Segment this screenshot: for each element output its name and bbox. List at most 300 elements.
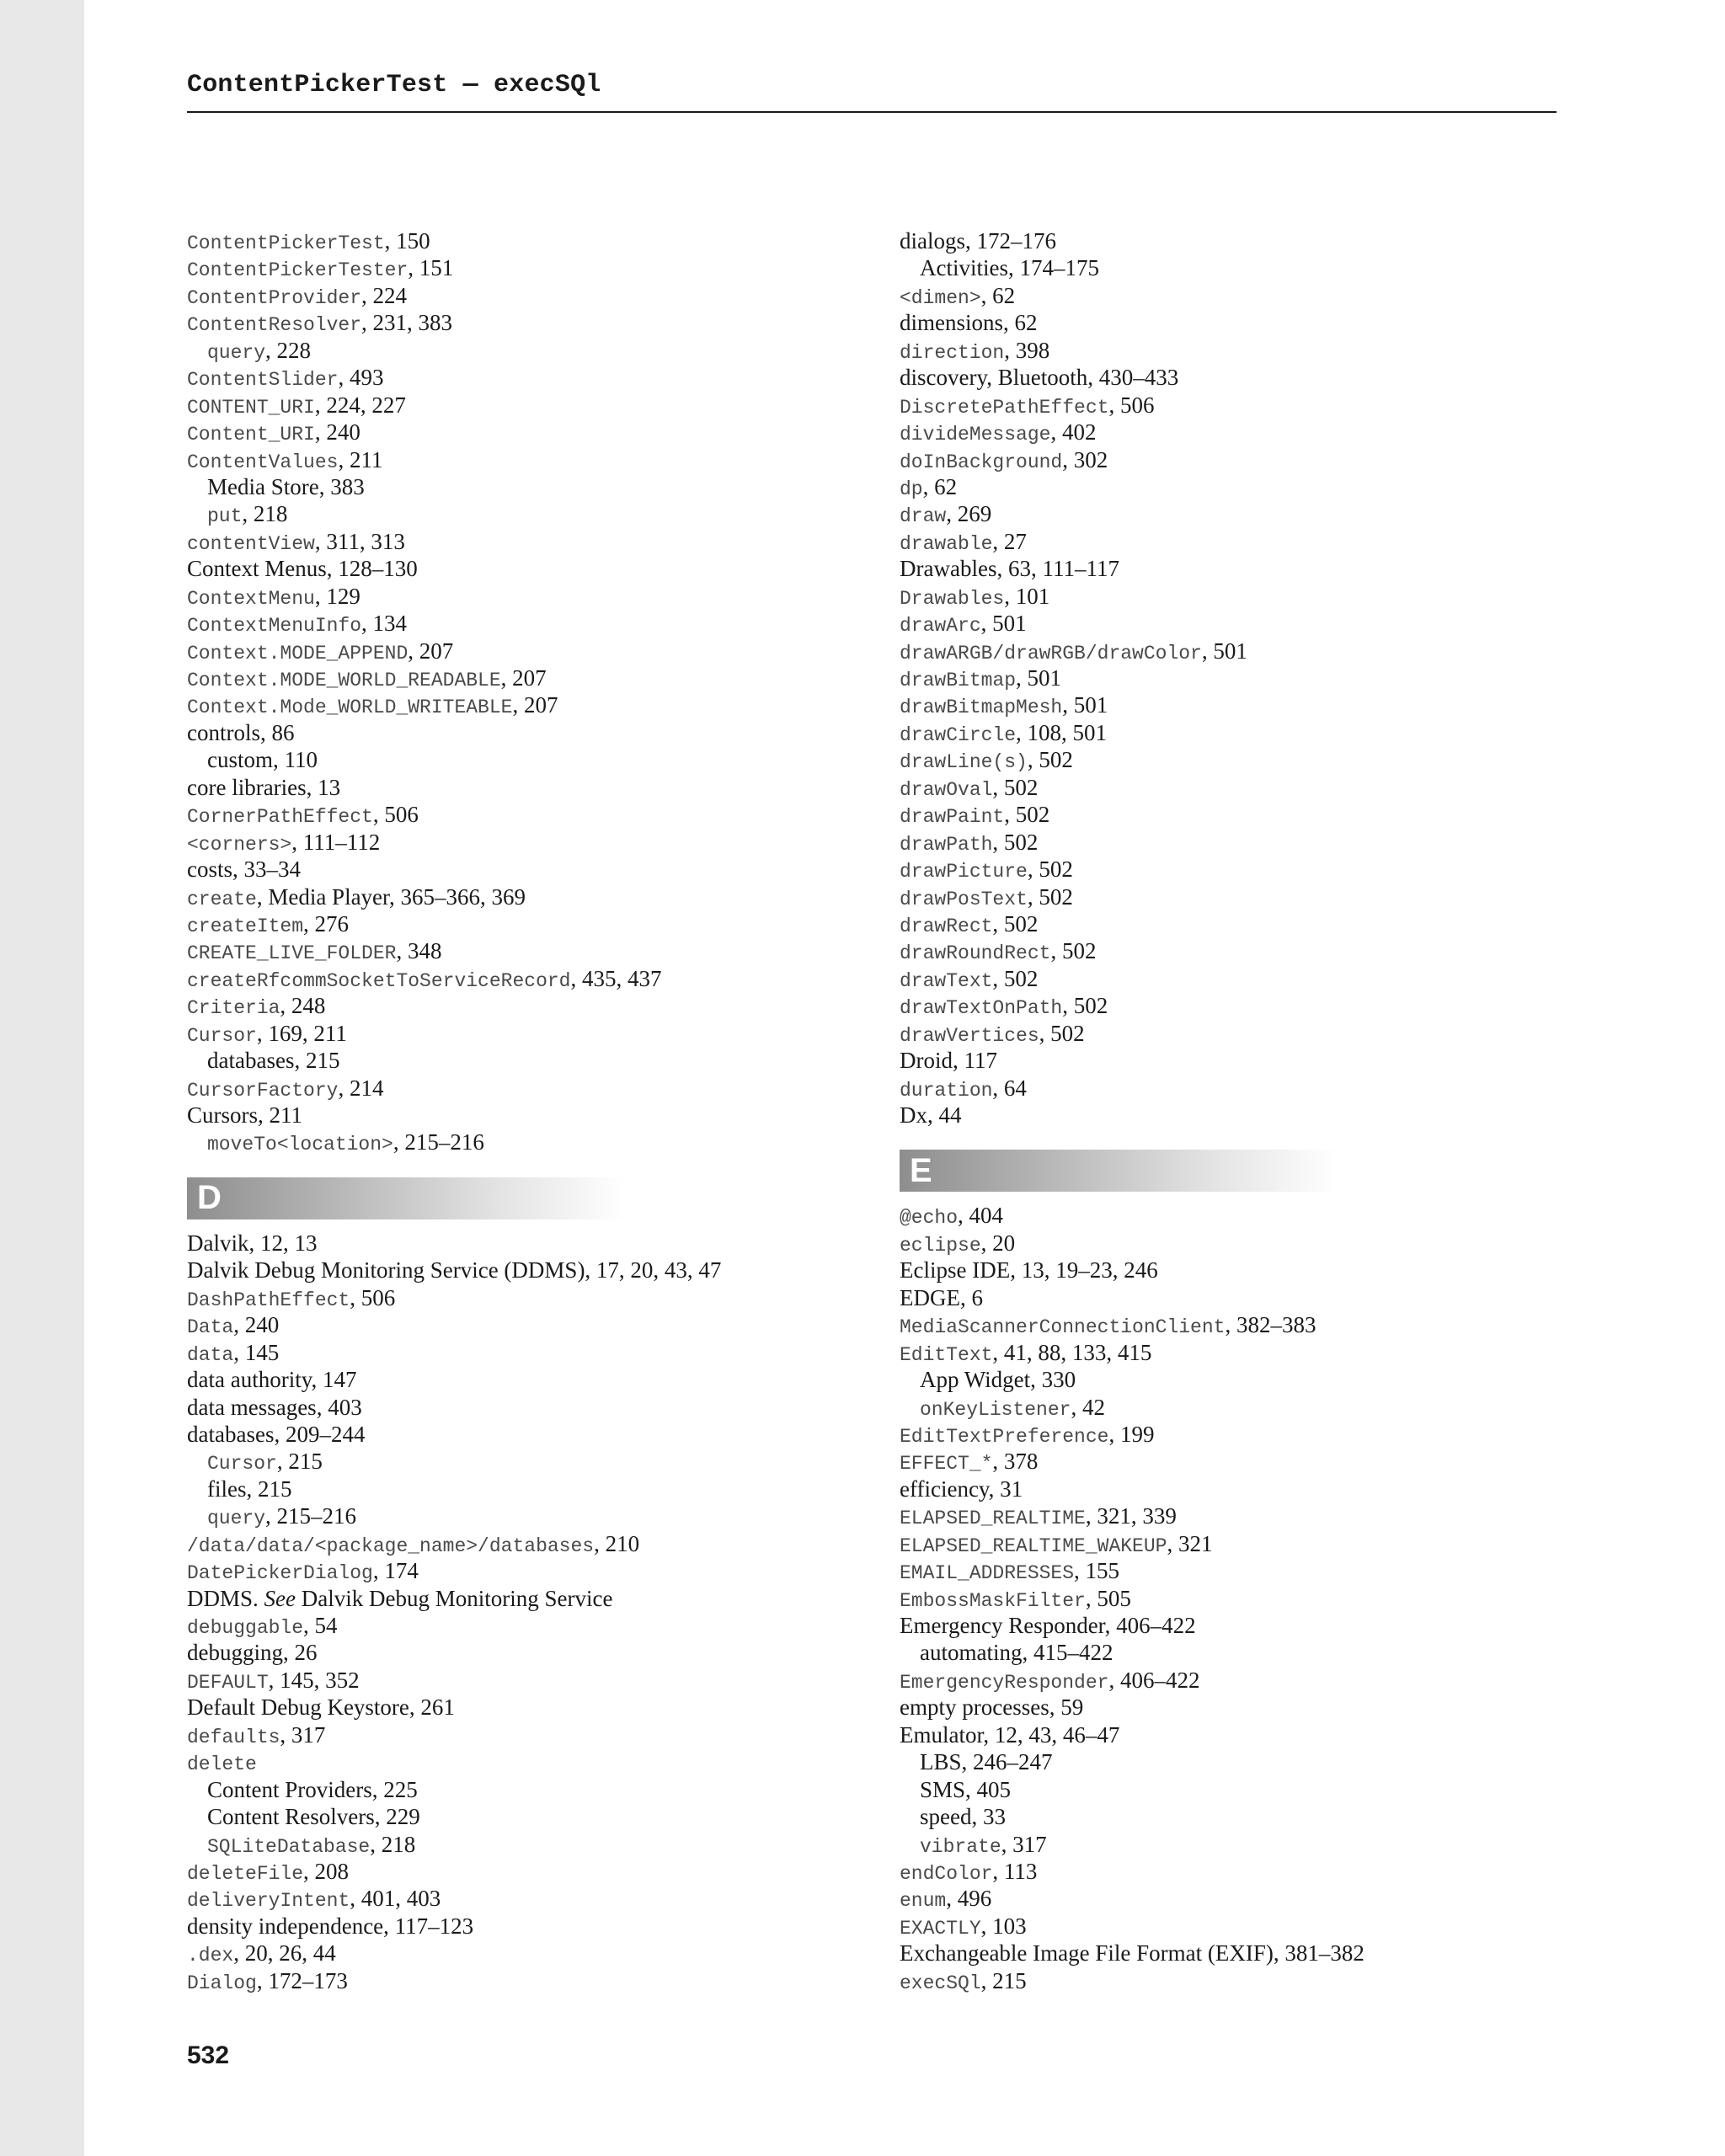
index-entry [900, 1557, 1557, 1584]
entry-text: , 231, 383 [361, 310, 453, 336]
index-entry [187, 1748, 844, 1775]
entry-code-term: MediaScannerConnectionClient [900, 1316, 1226, 1339]
entry-text: , 506 [1108, 392, 1155, 418]
index-entry [900, 1967, 1557, 1994]
index-entry [900, 801, 1557, 828]
entry-code-term: EMAIL_ADDRESSES [900, 1562, 1075, 1585]
entry-code-term: EXACTLY [900, 1917, 981, 1940]
header-rule [187, 111, 1557, 113]
index-subentry [187, 1476, 844, 1502]
index-entry [187, 1940, 844, 1967]
entry-text: , 215 [980, 1967, 1027, 1993]
entry-code-term: ELAPSED_REALTIME_WAKEUP [900, 1534, 1167, 1557]
index-entry [187, 910, 844, 937]
entry-code-term: doInBackground [900, 451, 1063, 473]
entry-code-term: execSQl [900, 1972, 981, 1994]
entry-text: , 501 [1062, 692, 1108, 718]
index-entry [187, 583, 844, 610]
entry-text: , 41, 88, 133, 415 [992, 1339, 1152, 1365]
entry-text: , 129 [314, 583, 360, 609]
entry-code-term: deleteFile [187, 1862, 304, 1885]
entry-code-term: <dimen> [900, 286, 981, 309]
index-entry [900, 1311, 1557, 1338]
index-entry [900, 419, 1557, 446]
index-entry [187, 446, 844, 473]
entry-text: , 214 [338, 1075, 384, 1101]
index-entry [187, 254, 844, 281]
entry-text: , 502 [1027, 883, 1073, 910]
running-head: ContentPickerTest — execSQl [187, 71, 601, 99]
entry-text: Content Resolvers, 229 [207, 1804, 420, 1830]
page-number: 532 [187, 2041, 230, 2069]
entry-code-term: drawOval [900, 778, 993, 801]
entry-code-term: EditText [900, 1343, 993, 1366]
entry-text: , 505 [1085, 1585, 1131, 1611]
index-entry [900, 1885, 1557, 1912]
section-letter-bar [900, 1150, 1338, 1192]
entry-text: , 248 [280, 993, 326, 1019]
index-column-left [187, 227, 844, 1994]
index-subentry [187, 1129, 844, 1155]
entry-text: , 27 [992, 528, 1027, 554]
entry-text: , 228 [265, 337, 312, 363]
entry-code-term: EditTextPreference [900, 1425, 1109, 1448]
entry-text: , 502 [992, 829, 1039, 855]
entry-code-term: direction [900, 341, 1005, 364]
index-entry [900, 337, 1557, 364]
index-entry [187, 1394, 844, 1421]
entry-text: Drawables, 63, 111–117 [900, 556, 1119, 582]
entry-text: , 493 [338, 365, 384, 391]
index-entry [187, 1557, 844, 1584]
section-letter: E [910, 1151, 932, 1189]
entry-code-term: DatePickerDialog [187, 1562, 373, 1585]
entry-text: , 317 [1001, 1831, 1047, 1857]
entry-text: , 404 [958, 1203, 1004, 1229]
entry-code-term: DiscretePathEffect [900, 396, 1109, 419]
entry-text: , 215–216 [393, 1129, 484, 1155]
index-entry [187, 992, 844, 1019]
entry-text: , 224, 227 [314, 392, 406, 418]
entry-text: , 207 [500, 665, 547, 691]
index-entry [900, 1476, 1557, 1502]
index-entry [900, 1257, 1557, 1283]
index-entry [900, 227, 1557, 254]
entry-text: databases, 215 [207, 1048, 340, 1074]
entry-text: , 435, 437 [570, 965, 662, 991]
entry-text: , 502 [1027, 747, 1073, 773]
index-entry [187, 883, 844, 910]
entry-text: , 64 [992, 1075, 1027, 1101]
entry-text: Context Menus, 128–130 [187, 556, 418, 582]
entry-code-term: dp [900, 478, 923, 500]
entry-text: , 108, 501 [1016, 719, 1108, 745]
entry-text: , 506 [372, 802, 419, 828]
entry-text: EDGE, 6 [900, 1284, 983, 1310]
entry-text: , 240 [233, 1312, 280, 1338]
index-entry [187, 610, 844, 637]
entry-text: , 502 [992, 910, 1039, 937]
index-entry [187, 1721, 844, 1748]
entry-code-term: Drawables [900, 587, 1005, 610]
entry-text: , 317 [280, 1721, 326, 1748]
entry-text: dialogs, 172–176 [900, 228, 1056, 253]
entry-text: , 502 [992, 965, 1039, 991]
entry-text: , 218 [242, 501, 288, 527]
entry-text: core libraries, 13 [187, 774, 341, 800]
index-entry [900, 1339, 1557, 1366]
entry-text: , 321 [1167, 1530, 1213, 1556]
index-entry [187, 664, 844, 691]
entry-code-term: divideMessage [900, 424, 1051, 446]
index-entry [900, 883, 1557, 910]
entry-code-term: put [207, 505, 243, 528]
index-entry [900, 910, 1557, 937]
index-entry [187, 965, 844, 992]
index-entry [187, 1967, 844, 1994]
entry-text: Content Providers, 225 [207, 1776, 418, 1802]
index-entry [900, 473, 1557, 500]
entry-code-term: data [187, 1343, 234, 1366]
entry-code-term: ContentPickerTest [187, 232, 385, 254]
entry-text: , 20 [980, 1230, 1016, 1256]
index-entry [900, 1448, 1557, 1475]
index-entry [187, 1311, 844, 1338]
entry-code-term: onKeyListener [920, 1398, 1071, 1421]
index-entry [900, 446, 1557, 473]
index-entry [900, 829, 1557, 856]
index-entry [900, 1612, 1557, 1639]
entry-text: , 398 [1004, 337, 1050, 363]
entry-text: , 501 [1016, 665, 1062, 691]
entry-text: , 276 [303, 910, 350, 937]
entry-code-term: Dialog [187, 1972, 257, 1994]
index-entry [900, 1694, 1557, 1721]
index-entry [187, 282, 844, 309]
index-subentry [900, 1831, 1557, 1858]
entry-text: , 211 [338, 446, 383, 472]
entry-code-term: endColor [900, 1862, 993, 1885]
entry-code-term: drawText [900, 969, 993, 992]
entry-text: DDMS. [187, 1585, 264, 1611]
index-subentry [187, 746, 844, 773]
entry-code-term: Content_URI [187, 424, 315, 446]
index-entry [900, 856, 1557, 883]
index-entry [900, 1284, 1557, 1311]
entry-text: Cursors, 211 [187, 1102, 303, 1128]
entry-text: Emulator, 12, 43, 46–47 [900, 1721, 1120, 1748]
entry-code-term: DEFAULT [187, 1671, 269, 1694]
index-entry [900, 965, 1557, 992]
entry-text: , 496 [946, 1886, 992, 1912]
index-entry [900, 774, 1557, 801]
index-entry [900, 1913, 1557, 1940]
index-subentry [187, 1502, 844, 1529]
index-subentry [187, 1776, 844, 1803]
index-subentry [900, 1394, 1557, 1421]
entry-text: , 502 [1062, 993, 1108, 1019]
entry-code-term: CREATE_LIVE_FOLDER [187, 942, 397, 965]
index-entry [900, 1502, 1557, 1529]
entry-text: , 401, 403 [350, 1886, 441, 1912]
index-entry [187, 1612, 844, 1639]
entry-code-term: drawLine(s) [900, 751, 1028, 774]
entry-text: , 311, 313 [314, 528, 405, 554]
index-entry [187, 1366, 844, 1393]
index-entry [900, 1421, 1557, 1448]
entry-code-term: ContextMenu [187, 587, 315, 610]
entry-text: , 502 [1050, 938, 1097, 964]
entry-text: , 111–112 [291, 829, 381, 855]
entry-code-term: EmergencyResponder [900, 1671, 1109, 1694]
entry-code-term: .dex [187, 1945, 234, 1967]
index-column-right [900, 227, 1557, 1994]
index-subentry [187, 1831, 844, 1858]
entry-text: , 215–216 [265, 1503, 357, 1529]
entry-text: Dx, 44 [900, 1102, 962, 1128]
entry-code-term: query [207, 341, 266, 364]
index-entry [900, 992, 1557, 1019]
entry-code-term: Context.Mode_WORLD_WRITEABLE [187, 696, 513, 719]
entry-code-term: debuggable [187, 1617, 304, 1639]
entry-code-term: draw [900, 505, 947, 528]
entry-code-term: CursorFactory [187, 1079, 339, 1102]
section-letter: D [197, 1179, 222, 1217]
entry-code-term: drawRoundRect [900, 942, 1051, 965]
entry-text: empty processes, 59 [900, 1694, 1084, 1721]
index-entry [187, 1530, 844, 1557]
entry-text: Exchangeable Image File Format (EXIF), 381–382 [900, 1940, 1365, 1967]
entry-code-term: query [207, 1508, 266, 1530]
entry-text: , 174 [372, 1558, 419, 1584]
entry-code-term: defaults [187, 1726, 280, 1748]
index-entry [187, 1421, 844, 1448]
index-entry [900, 1940, 1557, 1967]
entry-text: Media Store, 383 [207, 473, 365, 499]
entry-code-term: moveTo<location> [207, 1134, 393, 1156]
entry-code-term: eclipse [900, 1234, 981, 1257]
entry-code-term: drawCircle [900, 723, 1017, 746]
entry-code-term: ContentValues [187, 451, 339, 473]
entry-text: , 501 [1201, 638, 1247, 664]
index-subentry [900, 1776, 1557, 1803]
entry-text: , 502 [1039, 1020, 1085, 1046]
entry-text: , 378 [992, 1449, 1039, 1475]
entry-text: Emergency Responder, 406–422 [900, 1613, 1196, 1638]
entry-text: , 54 [303, 1613, 338, 1638]
index-entry [900, 1230, 1557, 1257]
entry-text: , 406–422 [1108, 1667, 1200, 1693]
entry-text: Dalvik Debug Monitoring Service (DDMS), 17, 20, 43, 47 [187, 1257, 722, 1283]
entry-text: , 207 [512, 692, 558, 718]
entry-text: data authority, 147 [187, 1367, 357, 1393]
index-entry [900, 610, 1557, 637]
index-entry [187, 801, 844, 828]
index-entry [187, 1257, 844, 1283]
index-entry [900, 282, 1557, 309]
entry-code-term: drawPicture [900, 861, 1028, 883]
entry-code-term: deliveryIntent [187, 1890, 350, 1913]
entry-text: , 502 [1004, 802, 1050, 828]
index-entry [900, 1047, 1557, 1074]
index-entry [900, 691, 1557, 718]
index-entry [900, 1858, 1557, 1885]
index-entry [187, 829, 844, 856]
index-subentry [900, 1639, 1557, 1666]
index-entry [187, 856, 844, 883]
entry-code-term: ELAPSED_REALTIME [900, 1508, 1086, 1530]
entry-text: , 224 [361, 282, 408, 308]
entry-code-term: ContentPickerTester [187, 259, 409, 282]
entry-code-term: drawARGB/drawRGB/drawColor [900, 642, 1202, 664]
entry-code-term: drawPosText [900, 888, 1028, 910]
index-entry [187, 1075, 844, 1102]
index-subentry [900, 1803, 1557, 1830]
entry-text: , 150 [384, 228, 430, 253]
index-entry [187, 309, 844, 336]
entry-text: databases, 209–244 [187, 1421, 366, 1447]
index-entry [187, 774, 844, 801]
entry-text: , 145 [233, 1339, 280, 1365]
entry-code-term: enum [900, 1890, 947, 1913]
entry-text: , 113 [992, 1858, 1038, 1884]
entry-text: Dalvik, 12, 13 [187, 1230, 318, 1256]
entry-text: App Widget, 330 [920, 1367, 1076, 1393]
entry-code-term: drawArc [900, 615, 981, 638]
entry-text: , 134 [361, 611, 408, 637]
index-entry [187, 555, 844, 582]
index-entry [187, 1020, 844, 1047]
index-subentry [187, 1448, 844, 1475]
index-entry [187, 1913, 844, 1940]
entry-text: , 62 [922, 473, 958, 499]
index-entry [187, 1639, 844, 1666]
index-entry [900, 1020, 1557, 1047]
entry-text: , 269 [946, 501, 992, 527]
entry-text: , 42 [1071, 1394, 1105, 1420]
entry-text: , 348 [396, 938, 442, 964]
entry-text: efficiency, 31 [900, 1476, 1023, 1502]
entry-code-term: Cursor [187, 1024, 257, 1047]
entry-code-term: ContextMenuInfo [187, 615, 362, 638]
entry-code-term: drawVertices [900, 1024, 1039, 1047]
entry-code-term: Data [187, 1316, 234, 1339]
entry-code-term: drawPath [900, 833, 993, 856]
entry-text: , 20, 26, 44 [233, 1940, 336, 1967]
index-entry [900, 364, 1557, 391]
index-entry [187, 1585, 844, 1612]
index-entry [900, 500, 1557, 527]
entry-text: , 151 [408, 255, 454, 281]
entry-text: , Media Player, 365–366, 369 [256, 883, 526, 910]
index-entry [187, 1339, 844, 1366]
section-letter-bar [187, 1177, 625, 1219]
index-entry [187, 392, 844, 419]
entry-code-term: @echo [900, 1207, 959, 1230]
index-entry [900, 664, 1557, 691]
entry-text: LBS, 246–247 [920, 1749, 1053, 1775]
entry-code-term: SQLiteDatabase [207, 1835, 371, 1858]
index-entry [900, 746, 1557, 773]
index-entry [187, 1667, 844, 1694]
entry-code-term: <corners> [187, 833, 292, 856]
entry-text: Dalvik Debug Monitoring Service [296, 1585, 613, 1611]
index-entry [187, 419, 844, 446]
entry-text: files, 215 [207, 1476, 292, 1502]
index-subentry [187, 337, 844, 364]
index-entry [900, 1667, 1557, 1694]
index-subentry [900, 1748, 1557, 1775]
entry-text: custom, 110 [207, 747, 318, 773]
entry-text: density independence, 117–123 [187, 1913, 474, 1939]
entry-code-term: ContentSlider [187, 369, 339, 392]
entry-text: , 501 [980, 611, 1027, 637]
entry-text: , 321, 339 [1085, 1503, 1177, 1529]
index-entry [187, 364, 844, 391]
entry-text: , 218 [370, 1831, 416, 1857]
index-subentry [187, 1047, 844, 1074]
entry-code-term: drawTextOnPath [900, 997, 1063, 1020]
index-entry [900, 1721, 1557, 1748]
entry-code-term: Context.MODE_WORLD_READABLE [187, 670, 501, 691]
index-entry [187, 1102, 844, 1129]
entry-text: , 169, 211 [256, 1020, 347, 1046]
entry-code-term: createRfcommSocketToServiceRecord [187, 969, 571, 992]
entry-code-term: Context.MODE_APPEND [187, 642, 409, 664]
index-subentry [187, 473, 844, 500]
entry-text: , 62 [980, 282, 1016, 308]
entry-text: Droid, 117 [900, 1048, 997, 1074]
entry-code-term: drawBitmapMesh [900, 696, 1063, 719]
entry-text: speed, 33 [920, 1804, 1006, 1830]
entry-text: , 145, 352 [268, 1667, 360, 1693]
entry-code-term: drawable [900, 532, 993, 555]
entry-see-ref: See [264, 1585, 296, 1611]
entry-text: , 103 [980, 1913, 1027, 1939]
entry-code-term: ContentResolver [187, 314, 362, 337]
index-entry [187, 1694, 844, 1721]
index-entry [187, 227, 844, 254]
entry-code-term: CONTENT_URI [187, 396, 315, 419]
entry-text: SMS, 405 [920, 1776, 1012, 1802]
entry-text: , 382–383 [1225, 1312, 1316, 1338]
page-gutter [0, 0, 84, 2156]
entry-text: automating, 415–422 [920, 1640, 1114, 1666]
index-entry [900, 1585, 1557, 1612]
entry-code-term: drawRect [900, 915, 993, 937]
entry-text: , 502 [992, 774, 1039, 800]
entry-text: , 302 [1062, 446, 1108, 472]
entry-text: Eclipse IDE, 13, 19–23, 246 [900, 1257, 1158, 1283]
entry-code-term: EmbossMaskFilter [900, 1589, 1086, 1612]
entry-text: , 210 [594, 1530, 640, 1556]
entry-text: controls, 86 [187, 719, 295, 745]
index-entry [900, 1102, 1557, 1129]
entry-code-term: /data/data/<package_name>/databases [187, 1534, 595, 1557]
entry-code-term: drawBitmap [900, 670, 1017, 691]
entry-text: data messages, 403 [187, 1394, 362, 1420]
entry-text: , 402 [1050, 419, 1097, 446]
entry-text: , 155 [1074, 1558, 1120, 1584]
entry-text: costs, 33–34 [187, 857, 301, 883]
entry-code-term: contentView [187, 532, 315, 555]
index-entry [187, 528, 844, 555]
index-entry [900, 719, 1557, 746]
index-entry [187, 719, 844, 746]
entry-text: , 506 [350, 1284, 396, 1310]
index-entry [900, 583, 1557, 610]
entry-code-term: delete [187, 1753, 257, 1776]
